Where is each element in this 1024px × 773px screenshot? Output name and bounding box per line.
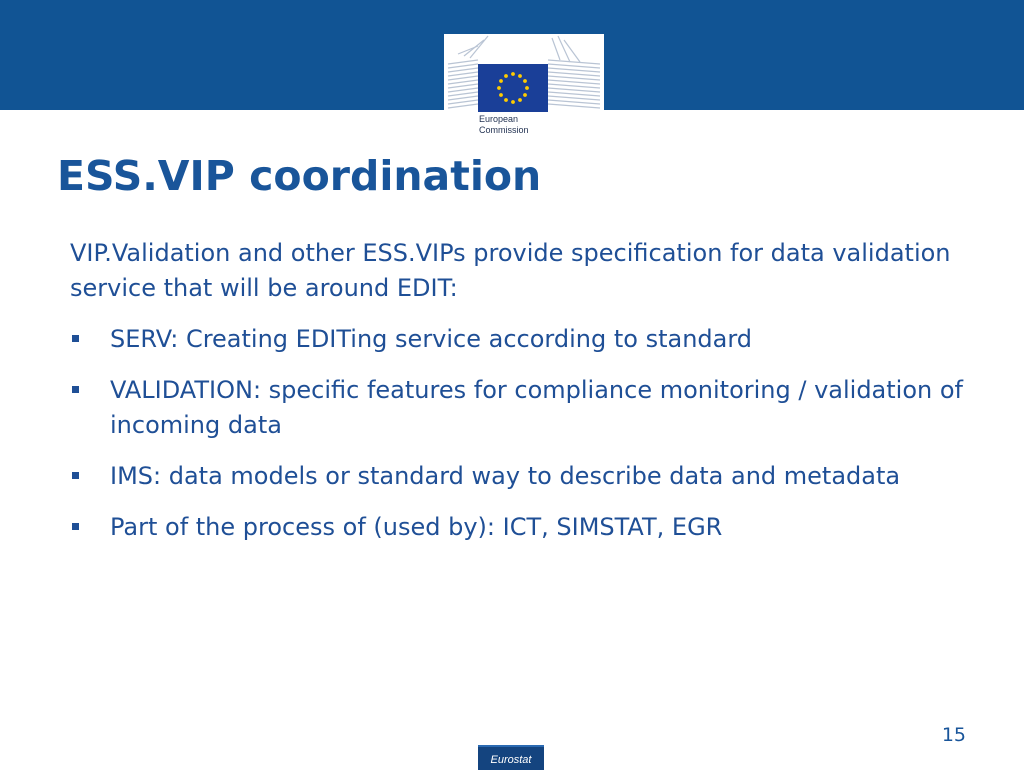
logo-text-line2: Commission [479, 125, 529, 135]
bullet-text: SERV: Creating EDITing service according to standard [110, 325, 753, 353]
slide-title: ESS.VIP coordination [57, 152, 542, 200]
european-commission-logo [444, 34, 604, 142]
bullet-text: IMS: data models or standard way to describe data and metadata [110, 462, 901, 490]
bullet-list [70, 322, 970, 545]
bullet-text: Part of the process of (used by): ICT, SIMSTAT, EGR [110, 513, 723, 541]
bullet-item [70, 373, 970, 443]
slide-body [70, 236, 970, 561]
intro-paragraph: VIP.Validation and other ESS.VIPs provide specification for data validation service that will be around EDIT: [70, 239, 951, 302]
logo-text-line1: European [479, 114, 519, 124]
bullet-item [70, 510, 970, 545]
logo-text [479, 114, 529, 136]
square-bullet-icon [72, 472, 79, 479]
eurostat-badge: Eurostat [478, 745, 544, 770]
bullet-item [70, 322, 970, 357]
page-number: 15 [941, 724, 966, 746]
square-bullet-icon [72, 386, 79, 393]
square-bullet-icon [72, 523, 79, 530]
bullet-item [70, 459, 970, 494]
square-bullet-icon [72, 335, 79, 342]
bullet-text: VALIDATION: specific features for compliance monitoring / validation of incoming data [110, 376, 963, 439]
